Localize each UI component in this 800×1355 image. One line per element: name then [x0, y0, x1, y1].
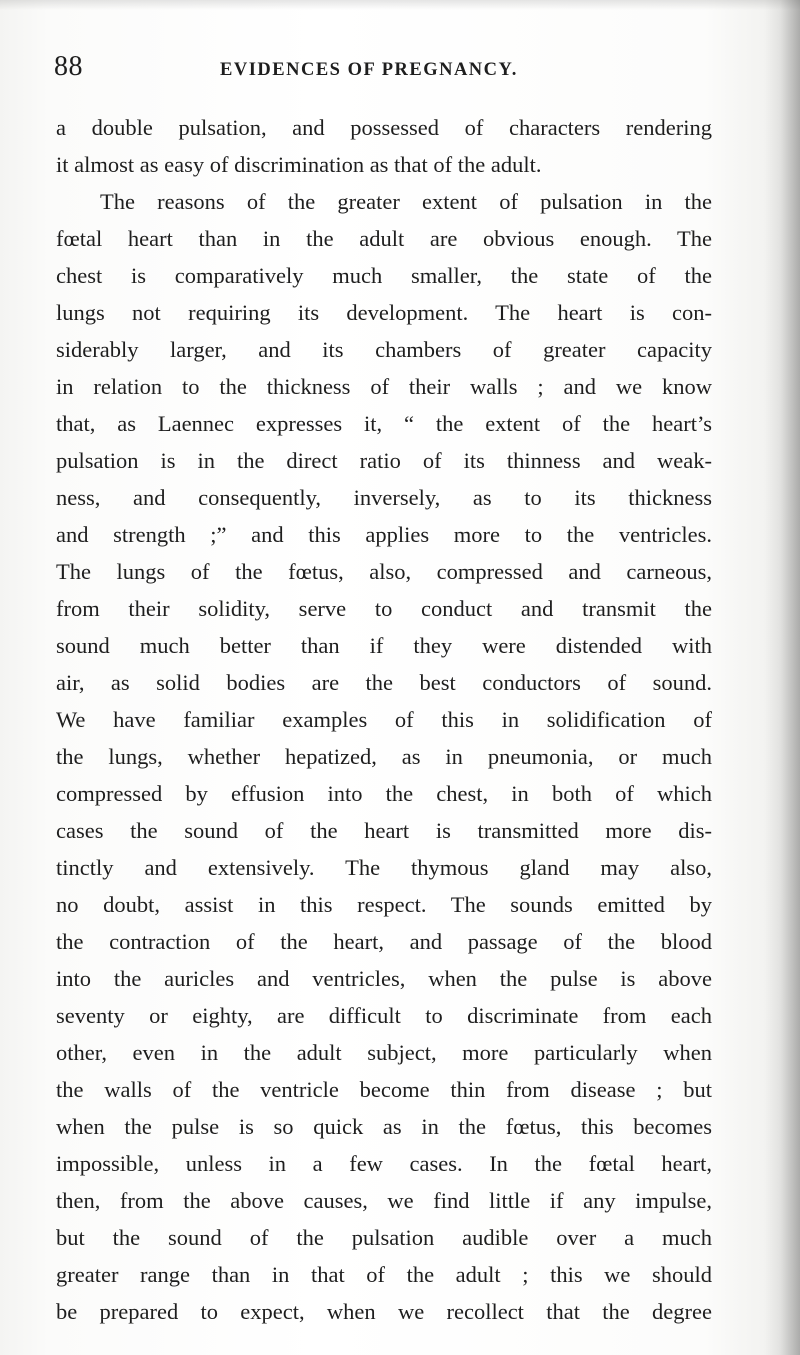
text-line: The lungs of the fœtus, also, compressed and carneous, [56, 559, 712, 584]
text-line: ness, and consequently, inversely, as to its thickness [56, 485, 712, 510]
text-line: a double pulsation, and possessed of characters rendering [56, 115, 712, 140]
text-line: when the pulse is so quick as in the fœtus, this becomes [56, 1114, 712, 1139]
text-line: We have familiar examples of this in solidification of [56, 707, 712, 732]
text-line: greater range than in that of the adult ; this we should [56, 1262, 712, 1287]
text-line: air, as solid bodies are the best conductors of sound. [56, 670, 712, 695]
text-line: into the auricles and ventricles, when the pulse is above [56, 966, 712, 991]
body-text [56, 109, 712, 1330]
page-number: 88 [54, 51, 83, 82]
text-line: no doubt, assist in this respect. The sounds emitted by [56, 892, 712, 917]
text-line: from their solidity, serve to conduct and transmit the [56, 596, 712, 621]
text-line: sound much better than if they were distended with [56, 633, 712, 658]
text-line: chest is comparatively much smaller, the state of the [56, 263, 712, 288]
text-line: fœtal heart than in the adult are obvious enough. The [56, 226, 712, 251]
text-line: be prepared to expect, when we recollect that the degree [56, 1299, 712, 1324]
text-line: the lungs, whether hepatized, as in pneumonia, or much [56, 744, 712, 769]
text-line: the walls of the ventricle become thin from disease ; but [56, 1077, 712, 1102]
page-gutter-shadow [764, 0, 800, 1355]
text-line: compressed by effusion into the chest, in both of which [56, 781, 712, 806]
text-line: in relation to the thickness of their walls ; and we know [56, 374, 712, 399]
text-line: pulsation is in the direct ratio of its thinness and weak- [56, 448, 712, 473]
text-line: The reasons of the greater extent of pulsation in the [100, 189, 712, 214]
text-line: other, even in the adult subject, more particularly when [56, 1040, 712, 1065]
text-line: lungs not requiring its development. The heart is con- [56, 300, 712, 325]
text-line: seventy or eighty, are difficult to discriminate from each [56, 1003, 712, 1028]
text-line: it almost as easy of discrimination as that of the adult. [56, 152, 542, 177]
text-line: and strength ;” and this applies more to the ventricles. [56, 522, 712, 547]
text-line: cases the sound of the heart is transmitted more dis- [56, 818, 712, 843]
text-line: tinctly and extensively. The thymous gland may also, [56, 855, 712, 880]
text-line: then, from the above causes, we find little if any impulse, [56, 1188, 712, 1213]
page-header [54, 50, 714, 90]
text-line: siderably larger, and its chambers of greater capacity [56, 337, 712, 362]
text-line: impossible, unless in a few cases. In the fœtal heart, [56, 1151, 712, 1176]
text-line: the contraction of the heart, and passage of the blood [56, 929, 712, 954]
text-line: but the sound of the pulsation audible over a much [56, 1225, 712, 1250]
page-top-shadow [0, 0, 800, 10]
running-head: EVIDENCES OF PREGNANCY. [220, 60, 518, 80]
text-line: that, as Laennec expresses it, “ the extent of the heart’s [56, 411, 712, 436]
